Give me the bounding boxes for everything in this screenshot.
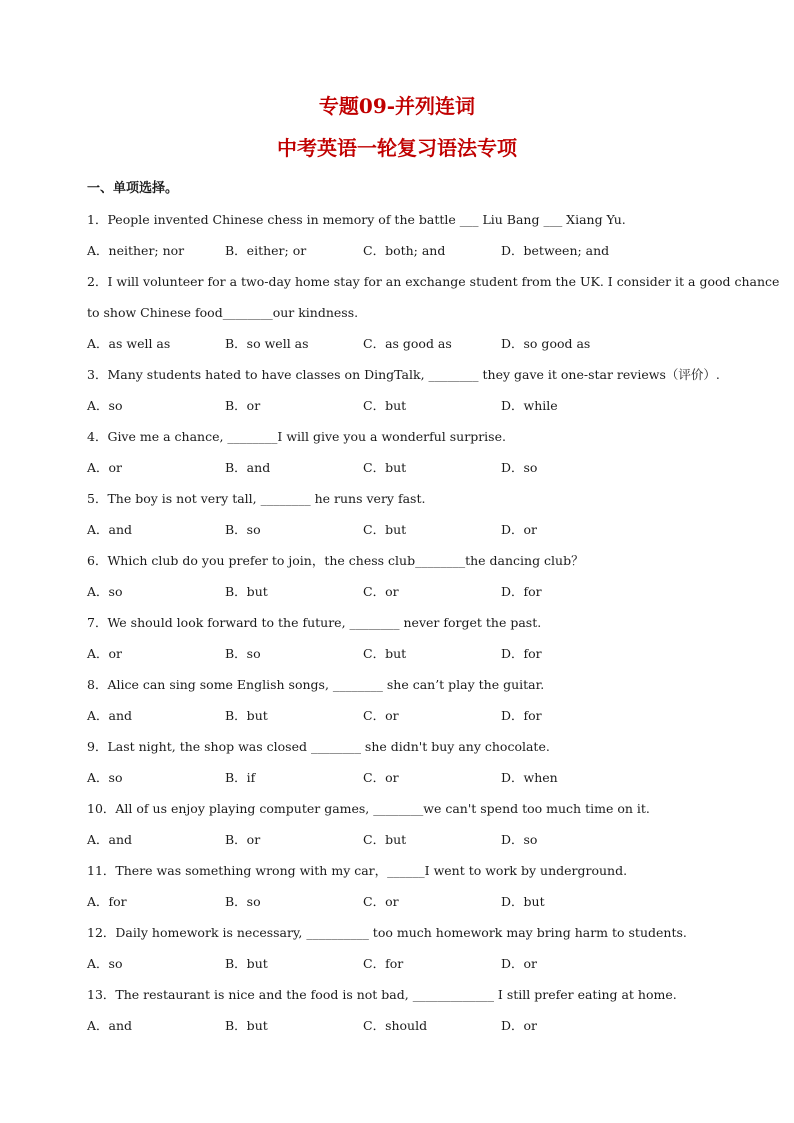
option-b[interactable]: B．either; or xyxy=(225,243,307,258)
option-b[interactable]: B．so xyxy=(225,646,261,661)
option-a[interactable]: A．or xyxy=(87,646,123,661)
option-a[interactable]: A．neither; nor xyxy=(87,243,185,258)
option-b[interactable]: B．so well as xyxy=(225,336,309,351)
option-b[interactable]: B．and xyxy=(225,460,271,475)
option-a[interactable]: A．or xyxy=(87,460,123,475)
option-c[interactable]: C．or xyxy=(363,894,399,909)
option-b[interactable]: B．so xyxy=(225,894,261,909)
option-c[interactable]: C．or xyxy=(363,584,399,599)
question-stem: 7．We should look forward to the future, ________ never forget the past. xyxy=(87,615,542,630)
question-item xyxy=(87,855,717,917)
option-c[interactable]: C．but xyxy=(363,460,407,475)
option-c[interactable]: C．or xyxy=(363,770,399,785)
question-stem: 8．Alice can sing some English songs, ________ she can’t play the guitar. xyxy=(87,677,545,692)
answer-options xyxy=(87,452,717,483)
question-stem: 9．Last night, the shop was closed ________ she didn't buy any chocolate. xyxy=(87,739,550,754)
option-a[interactable]: A．and xyxy=(87,522,133,537)
option-c[interactable]: C．but xyxy=(363,398,407,413)
option-b[interactable]: B．so xyxy=(225,522,261,537)
option-d[interactable]: D．between; and xyxy=(501,243,610,258)
option-b[interactable]: B．but xyxy=(225,1018,268,1033)
question-item xyxy=(87,483,717,545)
answer-options xyxy=(87,390,717,421)
option-a[interactable]: A．so xyxy=(87,584,123,599)
option-d[interactable]: D．so good as xyxy=(501,336,591,351)
answer-options xyxy=(87,1010,717,1041)
option-c[interactable]: C．but xyxy=(363,832,407,847)
option-b[interactable]: B．but xyxy=(225,584,268,599)
option-a[interactable]: A．so xyxy=(87,398,123,413)
answer-options xyxy=(87,328,717,359)
question-item xyxy=(87,669,717,731)
answer-options xyxy=(87,576,717,607)
option-a[interactable]: A．for xyxy=(87,894,127,909)
question-stem: 3．Many students hated to have classes on DingTalk, ________ they gave it one-star reviews（评价）. xyxy=(87,367,720,382)
question-stem: 6．Which club do you prefer to join，the chess club________the dancing club？ xyxy=(87,553,584,568)
option-d[interactable]: D．or xyxy=(501,1018,538,1033)
option-a[interactable]: A．so xyxy=(87,956,123,971)
question-stem: 13．The restaurant is nice and the food is not bad, _____________ I still prefer eating at home. xyxy=(87,987,677,1002)
option-a[interactable]: A．and xyxy=(87,1018,133,1033)
section-heading: 一、单项选择。 xyxy=(87,181,179,196)
option-a[interactable]: A．and xyxy=(87,708,133,723)
answer-options xyxy=(87,762,717,793)
answer-options xyxy=(87,948,717,979)
question-item xyxy=(87,204,717,266)
question-item xyxy=(87,421,717,483)
option-c[interactable]: C．but xyxy=(363,522,407,537)
option-c[interactable]: C．both; and xyxy=(363,243,446,258)
option-b[interactable]: B．if xyxy=(225,770,256,785)
question-stem: 4．Give me a chance, ________I will give you a wonderful surprise. xyxy=(87,429,506,444)
page-title: 专题09-并列连词 xyxy=(318,94,476,118)
question-stem: to show Chinese food________our kindness. xyxy=(87,305,359,320)
option-d[interactable]: D．or xyxy=(501,956,538,971)
question-item xyxy=(87,359,720,421)
answer-options xyxy=(87,824,717,855)
page-subtitle: 中考英语一轮复习语法专项 xyxy=(277,136,517,160)
question-item xyxy=(87,545,717,607)
question-stem: 11．There was something wrong with my car，______I went to work by underground. xyxy=(87,863,628,878)
option-a[interactable]: A．as well as xyxy=(87,336,171,351)
option-b[interactable]: B．or xyxy=(225,832,261,847)
answer-options xyxy=(87,886,717,917)
question-item xyxy=(87,917,717,979)
option-d[interactable]: D．while xyxy=(501,398,558,413)
option-d[interactable]: D．or xyxy=(501,522,538,537)
option-d[interactable]: D．but xyxy=(501,894,545,909)
option-b[interactable]: B．but xyxy=(225,708,268,723)
question-item xyxy=(87,607,717,669)
answer-options xyxy=(87,235,717,266)
question-stem: 10．All of us enjoy playing computer games, ________we can't spend too much time on it. xyxy=(87,801,650,816)
option-d[interactable]: D．when xyxy=(501,770,558,785)
question-stem: 12．Daily homework is necessary, __________ too much homework may bring harm to students. xyxy=(87,925,687,940)
option-c[interactable]: C．should xyxy=(363,1018,428,1033)
option-d[interactable]: D．so xyxy=(501,460,538,475)
option-b[interactable]: B．but xyxy=(225,956,268,971)
question-stem: 5．The boy is not very tall, ________ he runs very fast. xyxy=(87,491,426,506)
question-stem: 2．I will volunteer for a two-day home stay for an exchange student from the UK. I consider it a good chance xyxy=(87,274,780,289)
question-stem: 1．People invented Chinese chess in memory of the battle ___ Liu Bang ___ Xiang Yu. xyxy=(87,212,626,227)
answer-options xyxy=(87,700,717,731)
question-list xyxy=(87,204,780,1041)
option-c[interactable]: C．for xyxy=(363,956,404,971)
option-d[interactable]: D．for xyxy=(501,646,542,661)
question-item xyxy=(87,731,717,793)
answer-options xyxy=(87,638,717,669)
question-item xyxy=(87,266,780,359)
option-d[interactable]: D．for xyxy=(501,584,542,599)
option-c[interactable]: C．or xyxy=(363,708,399,723)
option-c[interactable]: C．as good as xyxy=(363,336,452,351)
option-d[interactable]: D．so xyxy=(501,832,538,847)
question-item xyxy=(87,793,717,855)
question-item xyxy=(87,979,717,1041)
option-a[interactable]: A．so xyxy=(87,770,123,785)
answer-options xyxy=(87,514,717,545)
option-b[interactable]: B．or xyxy=(225,398,261,413)
option-c[interactable]: C．but xyxy=(363,646,407,661)
option-a[interactable]: A．and xyxy=(87,832,133,847)
option-d[interactable]: D．for xyxy=(501,708,542,723)
